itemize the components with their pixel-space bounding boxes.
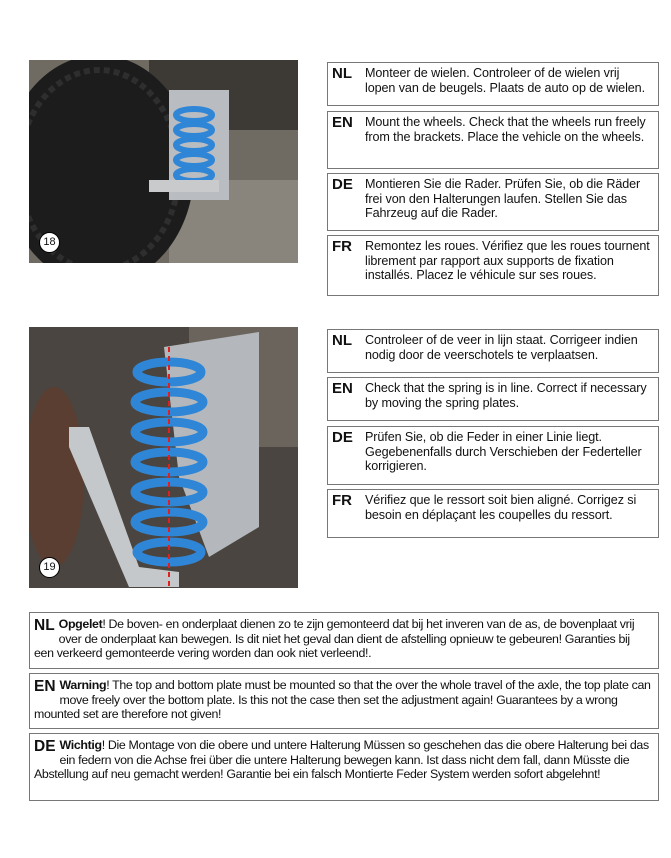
instruction-text: Check that the spring is in line. Correct if necessary by moving the spring plates. bbox=[365, 381, 647, 410]
photo-step-19 bbox=[29, 327, 298, 588]
instruction-fr bbox=[327, 489, 659, 538]
warning-lead: Wichtig bbox=[59, 738, 102, 752]
wheel-mounted-image bbox=[29, 60, 298, 263]
warning-nl bbox=[29, 612, 659, 669]
instruction-de bbox=[327, 426, 659, 485]
warning-text: ! De boven- en onderplaat dienen zo te zijn gemonteerd dat bij het inveren van de as, de bovenplaat vrij over de onderplaat kan bewegen. Is dit niet het geval dan dient de afstelling opnieuw te gebeuren! Garanties bij een verkeerd gemonteerde vering worden dan ook niet verleend!. bbox=[34, 617, 635, 661]
photo-step-18 bbox=[29, 60, 298, 263]
instruction-text: Vérifiez que le ressort soit bien aligné. Corrigez si besoin en déplaçant les coupelles du ressort. bbox=[365, 493, 637, 522]
instruction-text: Prüfen Sie, ob die Feder in einer Linie liegt. Gegebenenfalls durch Verschieben der Federteller korrigieren. bbox=[365, 430, 642, 474]
instruction-en bbox=[327, 111, 659, 169]
language-code: EN bbox=[332, 380, 353, 397]
warning-lead: Opgelet bbox=[58, 617, 103, 631]
step-number-badge: 19 bbox=[39, 557, 60, 578]
language-code: FR bbox=[332, 492, 352, 509]
instruction-nl bbox=[327, 329, 659, 373]
spring-alignment-image bbox=[29, 327, 298, 588]
instruction-text: Montieren Sie die Rader. Prüfen Sie, ob die Räder frei von den Halterungen laufen. Stellen Sie das Fahrzeug auf die Rader. bbox=[365, 177, 641, 221]
instruction-de bbox=[327, 173, 659, 231]
warning-de bbox=[29, 733, 659, 801]
language-code: NL bbox=[332, 65, 352, 82]
warning-text: ! The top and bottom plate must be mounted so that the over the whole travel of the axle, the top plate can move freely over the bottom plate. Is this not the case then set the adjustment again! Guarantees by a wrong mounted set are therefore not given! bbox=[34, 678, 651, 722]
step-number-badge: 18 bbox=[39, 232, 60, 253]
instruction-en bbox=[327, 377, 659, 421]
warning-text: ! Die Montage von die obere und untere Halterung Müssen so geschehen das die obere Halterung bei das ein federn von die Achse frei über die untere Halterung bewegen kann. Ist dass nicht dem fall, dann Müsste die Abstellung auf neu gemacht werden! Garantie bei ein falsch Montierte Feder System werden sofort abgelehnt! bbox=[34, 738, 649, 782]
language-code: FR bbox=[332, 238, 352, 255]
warning-en bbox=[29, 673, 659, 729]
instruction-text: Remontez les roues. Vérifiez que les roues tournent librement par rapport aux supports de fixation installés. Placez le véhicule sur ses roues. bbox=[365, 239, 650, 283]
language-code: DE bbox=[34, 738, 56, 755]
warning-lead: Warning bbox=[59, 678, 107, 692]
instruction-nl bbox=[327, 62, 659, 106]
language-code: NL bbox=[332, 332, 352, 349]
instruction-text: Controleer of de veer in lijn staat. Corrigeer indien nodig door de veerschotels te verplaatsen. bbox=[365, 333, 638, 362]
language-code: EN bbox=[34, 678, 56, 695]
instruction-fr bbox=[327, 235, 659, 296]
instruction-text: Monteer de wielen. Controleer of de wielen vrij lopen van de beugels. Plaats de auto op de wielen. bbox=[365, 66, 645, 95]
language-code: DE bbox=[332, 176, 353, 193]
language-code: EN bbox=[332, 114, 353, 131]
language-code: NL bbox=[34, 617, 55, 634]
instruction-text: Mount the wheels. Check that the wheels run freely from the brackets. Place the vehicle on the wheels. bbox=[365, 115, 646, 144]
language-code: DE bbox=[332, 429, 353, 446]
